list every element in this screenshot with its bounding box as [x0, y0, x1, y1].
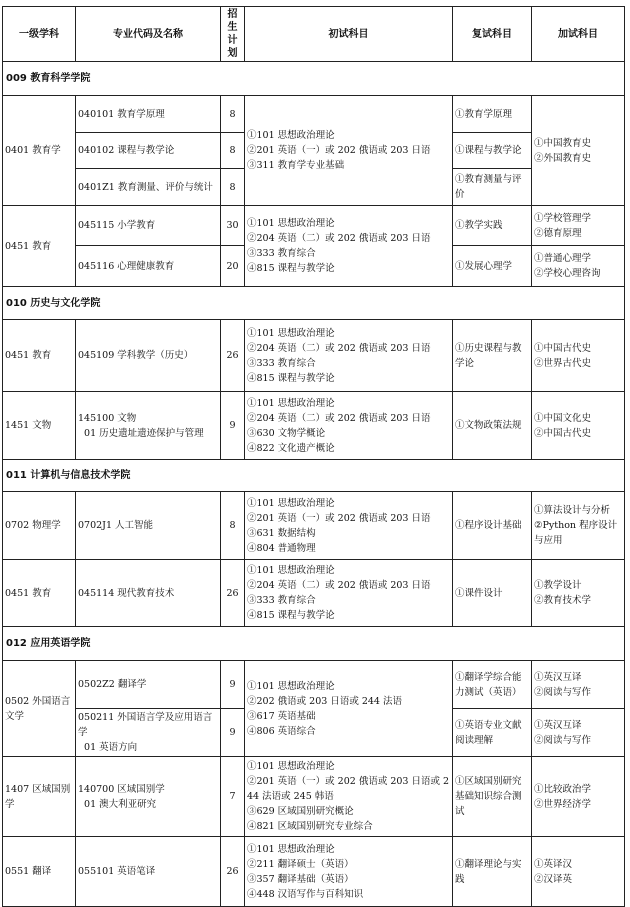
- major-cell: 0502Z2 翻译学: [76, 661, 221, 709]
- quota-cell: 8: [221, 492, 245, 560]
- major-cell: 045109 学科教学（历史）: [76, 320, 221, 392]
- quota-cell: 7: [221, 757, 245, 837]
- exam2-cell: ①区域国别研究基础知识综合测试: [453, 757, 532, 837]
- major-cell: 045115 小学教育: [76, 206, 221, 246]
- header-exam1: 初试科目: [245, 7, 453, 62]
- major-cell: 045114 现代教育技术: [76, 560, 221, 627]
- extra-cell: ①中国古代史 ②世界古代史: [532, 320, 625, 392]
- table-row: [3, 392, 625, 460]
- major-cell: 0401Z1 教育测量、评价与统计: [76, 169, 221, 206]
- exam2-cell: ①历史课程与教学论: [453, 320, 532, 392]
- section-row: [3, 460, 625, 492]
- header-row: [3, 7, 625, 62]
- discipline-cell: 0451 教育: [3, 560, 76, 627]
- discipline-cell: 0451 教育: [3, 320, 76, 392]
- table-row: [3, 96, 625, 133]
- exam2-cell: ①程序设计基础: [453, 492, 532, 560]
- discipline-cell: 0401 教育学: [3, 96, 76, 206]
- table-row: [3, 560, 625, 627]
- extra-cell: ①普通心理学 ②学校心理咨询: [532, 246, 625, 287]
- extra-cell: ①英译汉 ②汉译英: [532, 837, 625, 907]
- exam1-cell: ①101 思想政治理论 ②201 英语（一）或 202 俄语或 203 日语 ③631 数据结构 ④804 普通物理: [245, 492, 453, 560]
- major-cell: 140700 区域国别学 01 澳大利亚研究: [76, 757, 221, 837]
- header-major: 专业代码及名称: [76, 7, 221, 62]
- exam2-cell: ①课件设计: [453, 560, 532, 627]
- extra-cell: ①比较政治学 ②世界经济学: [532, 757, 625, 837]
- section-title-010: 010 历史与文化学院: [3, 287, 625, 320]
- extra-cell: ①英汉互译 ②阅读与写作: [532, 661, 625, 709]
- table-row: [3, 661, 625, 709]
- table-row: [3, 757, 625, 837]
- exam1-cell: ①101 思想政治理论 ②204 英语（二）或 202 俄语或 203 日语 ③333 教育综合 ④815 课程与教学论: [245, 320, 453, 392]
- exam2-cell: ①发展心理学: [453, 246, 532, 287]
- quota-cell: 9: [221, 392, 245, 460]
- table-row: [3, 492, 625, 560]
- quota-cell: 26: [221, 320, 245, 392]
- table-row: [3, 206, 625, 246]
- exam1-cell: ①101 思想政治理论 ②202 俄语或 203 日语或 244 法语 ③617 英语基础 ④806 英语综合: [245, 661, 453, 757]
- exam2-cell: ①教育测量与评价: [453, 169, 532, 206]
- exam1-cell: ①101 思想政治理论 ②201 英语（一）或 202 俄语或 203 日语 ③311 教育学专业基础: [245, 96, 453, 206]
- major-cell: 040102 课程与教学论: [76, 133, 221, 169]
- major-cell: 055101 英语笔译: [76, 837, 221, 907]
- section-row: [3, 62, 625, 96]
- major-cell: 0702J1 人工智能: [76, 492, 221, 560]
- quota-cell: 8: [221, 169, 245, 206]
- section-title-012: 012 应用英语学院: [3, 627, 625, 661]
- discipline-cell: 1451 文物: [3, 392, 76, 460]
- quota-cell: 26: [221, 560, 245, 627]
- exam1-cell: ①101 思想政治理论 ②204 英语（二）或 202 俄语或 203 日语 ③630 文物学概论 ④822 文化遗产概论: [245, 392, 453, 460]
- discipline-cell: 1407 区域国别学: [3, 757, 76, 837]
- section-title-009: 009 教育科学学院: [3, 62, 625, 96]
- quota-cell: 9: [221, 709, 245, 757]
- quota-cell: 26: [221, 837, 245, 907]
- major-cell: 145100 文物 01 历史遗址遗迹保护与管理: [76, 392, 221, 460]
- table-row: [3, 837, 625, 907]
- header-quota: 招生 计划: [221, 7, 245, 62]
- discipline-cell: 0502 外国语言文学: [3, 661, 76, 757]
- header-discipline: 一级学科: [3, 7, 76, 62]
- extra-cell: ①英汉互译 ②阅读与写作: [532, 709, 625, 757]
- exam2-cell: ①教育学原理: [453, 96, 532, 133]
- extra-cell: ①中国文化史 ②中国古代史: [532, 392, 625, 460]
- exam1-cell: ①101 思想政治理论 ②211 翻译硕士（英语） ③357 翻译基础（英语） ④448 汉语写作与百科知识: [245, 837, 453, 907]
- quota-cell: 8: [221, 96, 245, 133]
- extra-cell: ①学校管理学 ②德育原理: [532, 206, 625, 246]
- exam1-cell: ①101 思想政治理论 ②204 英语（二）或 202 俄语或 203 日语 ③333 教育综合 ④815 课程与教学论: [245, 206, 453, 287]
- extra-cell: ①算法设计与分析 ②Python 程序设计与应用: [532, 492, 625, 560]
- exam2-cell: ①翻译理论与实践: [453, 837, 532, 907]
- major-cell: 045116 心理健康教育: [76, 246, 221, 287]
- section-row: [3, 287, 625, 320]
- section-title-011: 011 计算机与信息技术学院: [3, 460, 625, 492]
- major-cell: 050211 外国语言学及应用语言学 01 英语方向: [76, 709, 221, 757]
- extra-cell: ①教学设计 ②教育技术学: [532, 560, 625, 627]
- exam2-cell: ①课程与教学论: [453, 133, 532, 169]
- quota-cell: 9: [221, 661, 245, 709]
- discipline-cell: 0451 教育: [3, 206, 76, 287]
- quota-cell: 30: [221, 206, 245, 246]
- discipline-cell: 0702 物理学: [3, 492, 76, 560]
- quota-cell: 20: [221, 246, 245, 287]
- header-exam2: 复试科目: [453, 7, 532, 62]
- exam2-cell: ①翻译学综合能力测试（英语）: [453, 661, 532, 709]
- admissions-table: [2, 6, 625, 907]
- header-extra: 加试科目: [532, 7, 625, 62]
- major-cell: 040101 教育学原理: [76, 96, 221, 133]
- exam2-cell: ①文物政策法规: [453, 392, 532, 460]
- quota-cell: 8: [221, 133, 245, 169]
- exam2-cell: ①英语专业文献阅读理解: [453, 709, 532, 757]
- section-row: [3, 627, 625, 661]
- table-row: [3, 320, 625, 392]
- exam2-cell: ①教学实践: [453, 206, 532, 246]
- exam1-cell: ①101 思想政治理论 ②204 英语（二）或 202 俄语或 203 日语 ③333 教育综合 ④815 课程与教学论: [245, 560, 453, 627]
- discipline-cell: 0551 翻译: [3, 837, 76, 907]
- exam1-cell: ①101 思想政治理论 ②201 英语（一）或 202 俄语或 203 日语或 244 法语或 245 韩语 ③629 区域国别研究概论 ④821 区域国别研究专业综合: [245, 757, 453, 837]
- extra-cell: ①中国教育史 ②外国教育史: [532, 96, 625, 206]
